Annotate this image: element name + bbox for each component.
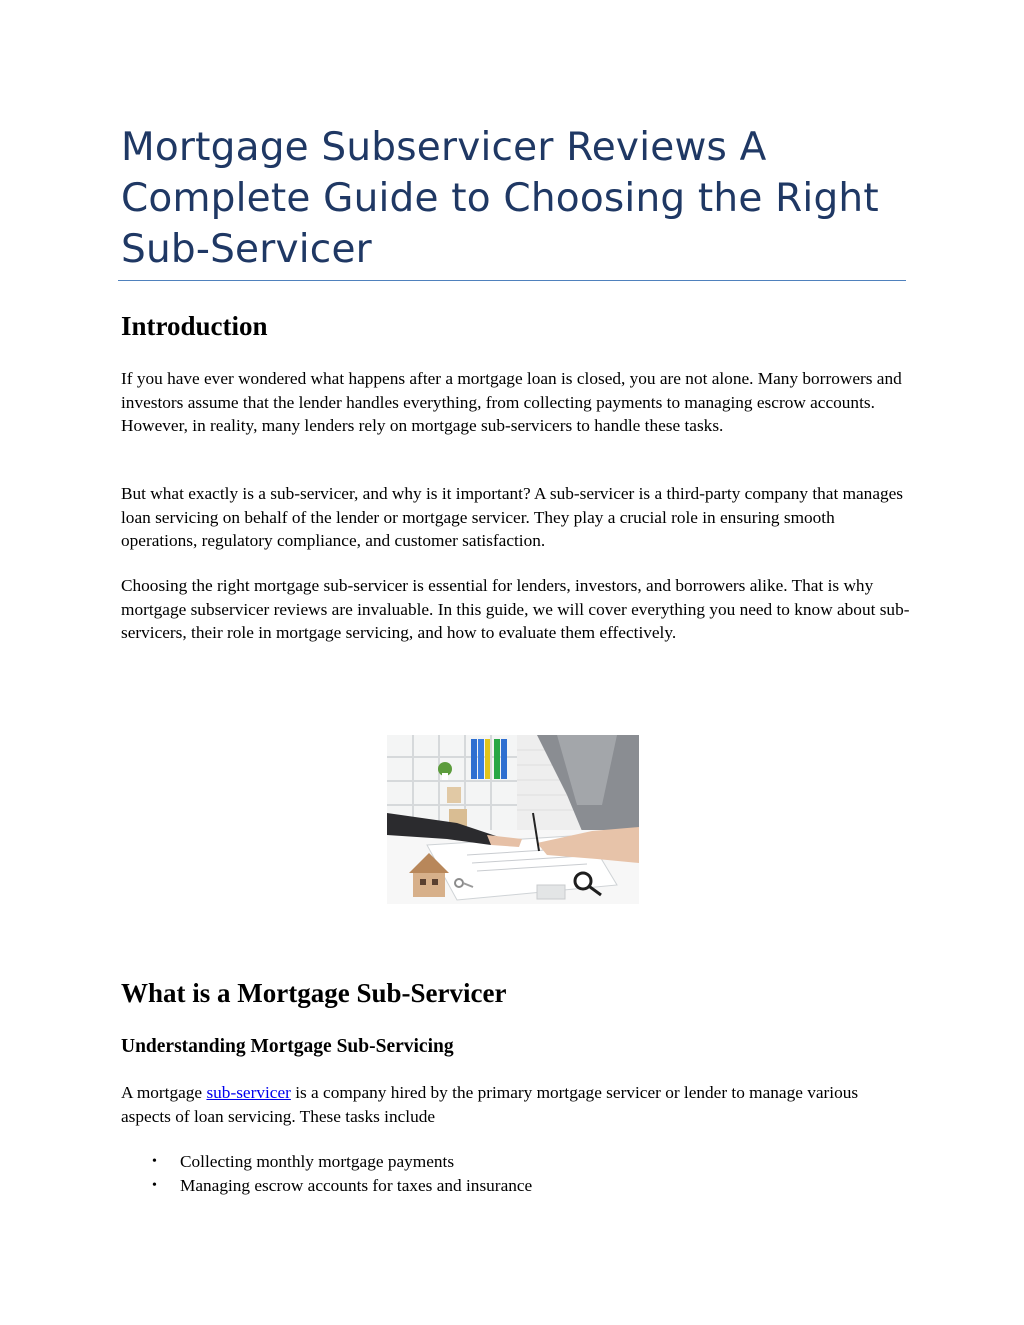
sub-servicer-link[interactable]: sub-servicer bbox=[206, 1083, 291, 1102]
paragraph-text-before: A mortgage bbox=[121, 1083, 207, 1102]
list-item bbox=[121, 1174, 821, 1198]
intro-heading: Introduction bbox=[121, 311, 268, 341]
bullet-icon: • bbox=[152, 1154, 157, 1169]
list-item bbox=[121, 1150, 821, 1174]
intro-paragraph-2: But what exactly is a sub-servicer, and why is it important? A sub-servicer is a third-party company that manages loan servicing on behalf of the lender or mortgage servicer. They play a crucial role in ensuring smooth operations, regulatory compliance, and customer satisfaction. bbox=[121, 484, 904, 550]
signing-documents-photo bbox=[387, 735, 639, 904]
intro-paragraph-3: Choosing the right mortgage sub-servicer is essential for lenders, investors, and borrowers alike. That is why mortgage subservicer reviews are invaluable. In this guide, we will cover everything you need to know about sub-servicers, their role in mortgage servicing, and how to evaluate them effectively. bbox=[121, 576, 910, 642]
paragraph-text-after: is a company hired by the primary mortgage servicer or lender to manage various aspects of loan servicing. These tasks include bbox=[121, 1083, 859, 1126]
intro-paragraph-1: If you have ever wondered what happens after a mortgage loan is closed, you are not alone. Many borrowers and investors assume that the lender handles everything, from collecting payments to managing escrow accounts. However, in reality, many lenders rely on mortgage sub-servicers to handle these tasks. bbox=[121, 369, 902, 435]
photo-illustration bbox=[387, 735, 639, 904]
document-title: Mortgage Subservicer Reviews A Complete Guide to Choosing the Right Sub-Servicer bbox=[121, 125, 879, 272]
servicing-tasks-list bbox=[121, 1150, 821, 1197]
section-heading: What is a Mortgage Sub-Servicer bbox=[121, 978, 507, 1008]
sub-servicing-paragraph bbox=[121, 1081, 911, 1128]
bullet-icon: • bbox=[152, 1177, 157, 1193]
list-item-text: Collecting monthly mortgage payments bbox=[180, 1152, 455, 1171]
list-item-text: Managing escrow accounts for taxes and insurance bbox=[180, 1175, 533, 1195]
title-divider bbox=[118, 280, 906, 281]
section-subheading: Understanding Mortgage Sub-Servicing bbox=[121, 1036, 454, 1057]
